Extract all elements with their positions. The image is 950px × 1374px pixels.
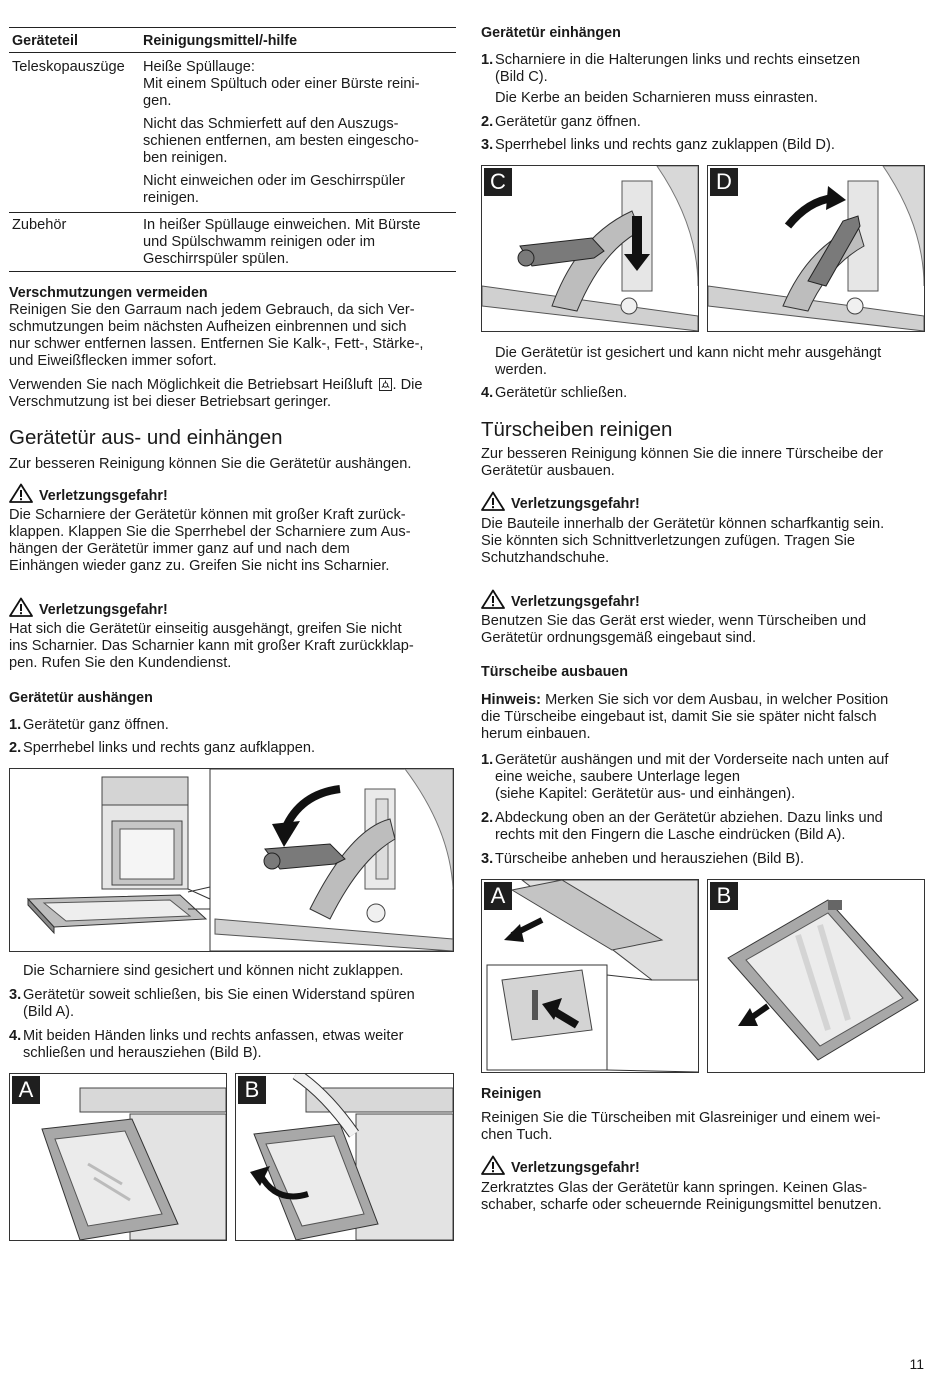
text-segment: Merken Sie sich vor dem Ausbau, in welcher Position	[541, 692, 889, 708]
table-header-part: Geräteteil	[12, 33, 78, 49]
figure-label: D	[710, 168, 738, 196]
step-text	[495, 752, 915, 803]
hot-air-mode-icon	[379, 378, 392, 391]
text-line: Benutzen Sie das Gerät erst wieder, wenn Türscheiben und	[481, 613, 867, 629]
text-line: rechts mit den Fingern die Lasche eindrücken (Bild A).	[495, 827, 846, 843]
reinigen-paragraph	[481, 1110, 923, 1144]
text-line: Reinigen Sie die Türscheiben mit Glasreiniger und einem wei-	[481, 1110, 881, 1126]
warning-triangle-icon	[9, 483, 33, 503]
text-segment: . Die	[392, 377, 423, 393]
table-text: und Spülschwamm reinigen oder im	[143, 234, 375, 250]
warning-heading	[481, 491, 640, 513]
figure-b-door-remove	[235, 1073, 454, 1241]
step-number: 3.	[9, 987, 22, 1003]
list-item	[481, 137, 915, 154]
text-line: Die Scharniere der Gerätetür können mit großer Kraft zurück-	[9, 507, 406, 523]
section-intro	[481, 446, 923, 480]
warning-heading	[481, 1155, 640, 1177]
text-line: Sie könnten sich Schnittverletzungen zufügen. Tragen Sie	[481, 533, 856, 549]
step-number: 2.	[481, 810, 494, 826]
text-segment: Verwenden Sie nach Möglichkeit die Betriebsart Heißluft	[9, 377, 373, 393]
table-row	[9, 53, 456, 213]
warning-title: Verletzungsgefahr!	[511, 594, 640, 610]
figure-label: A	[484, 882, 512, 910]
step-number: 3.	[481, 851, 494, 867]
warning-heading	[9, 597, 168, 619]
table-text: reinigen.	[143, 190, 199, 206]
step-text: Türscheibe anheben und herausziehen (Bild B).	[495, 851, 805, 867]
table-cell-part: Zubehör	[12, 217, 67, 233]
warning-heading	[9, 483, 168, 505]
door-cover-illustration	[482, 880, 698, 1072]
table-cell-part: Teleskopauszüge	[12, 59, 125, 75]
warning-text	[9, 621, 456, 672]
step-number: 3.	[481, 137, 494, 153]
figure-label: C	[484, 168, 512, 196]
text-line: chen Tuch.	[481, 1127, 553, 1143]
figure-a-remove-cover	[481, 879, 699, 1073]
text-line: schaber, scharfe oder scheuernde Reinigungsmittel benutzen.	[481, 1197, 882, 1213]
figure-label: B	[238, 1076, 266, 1104]
hint-paragraph	[481, 692, 923, 743]
step-number: 2.	[481, 114, 494, 130]
note-door-secured	[495, 345, 925, 379]
table-text: In heißer Spüllauge einweichen. Mit Bürste	[143, 217, 421, 233]
text-line: schmutzungen beim nächsten Aufheizen einbrennen und sich	[9, 319, 407, 335]
text-line: (Bild A).	[23, 1004, 75, 1020]
step-text	[495, 810, 915, 844]
text-line: Mit beiden Händen links und rechts anfassen, etwas weiter	[23, 1028, 404, 1044]
text-line: Hat sich die Gerätetür einseitig ausgehängt, greifen Sie nicht	[9, 621, 402, 637]
table-text: Nicht das Schmierfett auf den Auszugs-	[143, 116, 399, 132]
heading-verschmutzungen: Verschmutzungen vermeiden	[9, 285, 208, 301]
list-item	[481, 851, 915, 868]
note-hinges-secured: Die Scharniere sind gesichert und können nicht zuklappen.	[23, 963, 404, 979]
warning-text	[481, 1180, 923, 1214]
warning-triangle-icon	[481, 491, 505, 511]
warning-triangle-icon	[481, 589, 505, 609]
warning-triangle-icon	[9, 597, 33, 617]
step-text: Sperrhebel links und rechts ganz aufklappen.	[23, 740, 316, 756]
text-line: eine weiche, saubere Unterlage legen	[495, 769, 741, 785]
list-item	[9, 987, 443, 1021]
text-line: Abdeckung oben an der Gerätetür abziehen. Dazu links und	[495, 810, 883, 826]
table-text: Mit einem Spültuch oder einer Bürste reini-	[143, 76, 420, 92]
text-line: pen. Rufen Sie den Kundendienst.	[9, 655, 232, 671]
warning-heading	[481, 589, 640, 611]
heading-ausbauen: Türscheibe ausbauen	[481, 664, 628, 680]
text-line: Gerätetür aushängen und mit der Vorderseite nach unten auf	[495, 752, 889, 768]
text-line: (siehe Kapitel: Gerätetür aus- und einhängen).	[495, 786, 796, 802]
text-line: Die Bauteile innerhalb der Gerätetür können scharfkantig sein.	[481, 516, 885, 532]
table-text: Heiße Spüllauge:	[143, 59, 255, 75]
step-text	[23, 987, 443, 1021]
text-line: nur schwer entfernen lassen. Entfernen Sie Kalk-, Fett-, Stärke-,	[9, 336, 424, 352]
step-number: 1.	[9, 717, 22, 733]
hinge-illustration	[210, 769, 453, 951]
hint-label: Hinweis:	[481, 692, 542, 708]
text-line: Verschmutzung ist bei dieser Betriebsart geringer.	[9, 394, 332, 410]
text-line: Die Gerätetür ist gesichert und kann nicht mehr ausgehängt	[495, 345, 882, 361]
text-line: Schutzhandschuhe.	[481, 550, 610, 566]
step-number: 1.	[481, 752, 494, 768]
warning-title: Verletzungsgefahr!	[39, 602, 168, 618]
text-line: Einhängen wieder ganz zu. Greifen Sie nicht ins Scharnier.	[9, 558, 390, 574]
warning-triangle-icon	[481, 1155, 505, 1175]
warning-title: Verletzungsgefahr!	[511, 1160, 640, 1176]
text-line: Zur besseren Reinigung können Sie die innere Türscheibe der	[481, 446, 884, 462]
step-text: Gerätetür ganz öffnen.	[495, 114, 641, 130]
figure-a-door-close	[9, 1073, 227, 1241]
table-header-cleaner: Reinigungsmittel/-hilfe	[143, 33, 298, 49]
text-line: und Eiweißflecken immer sofort.	[9, 353, 217, 369]
step-text	[495, 52, 915, 86]
warning-title: Verletzungsgefahr!	[39, 488, 168, 504]
cleaning-table	[9, 27, 456, 272]
oven-door-removal-illustration	[236, 1074, 453, 1240]
list-item	[9, 1028, 443, 1062]
step-note: Die Kerbe an beiden Scharnieren muss einrasten.	[495, 90, 818, 106]
figure-d-close-lever	[707, 165, 925, 332]
list-item	[481, 385, 915, 402]
text-line: werden.	[495, 362, 547, 378]
heading-einhaengen: Gerätetür einhängen	[481, 25, 621, 41]
step-text	[23, 1028, 443, 1062]
table-text: Geschirrspüler spülen.	[143, 251, 290, 267]
step-number: 1.	[481, 52, 494, 68]
table-header	[9, 27, 456, 53]
text-line: (Bild C).	[495, 69, 548, 85]
table-text: gen.	[143, 93, 172, 109]
warning-text	[9, 507, 456, 575]
section-title-geraetetuer: Gerätetür aus- und einhängen	[9, 426, 283, 449]
text-line: hängen der Gerätetür immer ganz auf und nach dem	[9, 541, 350, 557]
table-row	[9, 213, 456, 272]
figure-door-unhinge	[9, 768, 454, 952]
warning-title: Verletzungsgefahr!	[511, 496, 640, 512]
figure-c-insert-hinge	[481, 165, 699, 332]
list-item	[481, 810, 915, 844]
list-item	[481, 752, 915, 803]
text-line: Gerätetür ordnungsgemäß eingebaut sind.	[481, 630, 757, 646]
text-line: schließen und herausziehen (Bild B).	[23, 1045, 262, 1061]
warning-text	[481, 613, 923, 647]
section-title-tuerscheiben: Türscheiben reinigen	[481, 418, 673, 441]
list-item	[481, 52, 915, 86]
step-number: 4.	[481, 385, 494, 401]
text-line: Gerätetür soweit schließen, bis Sie einen Widerstand spüren	[23, 987, 415, 1003]
step-number: 2.	[9, 740, 22, 756]
paragraph-verschmutzungen	[9, 302, 456, 370]
list-item	[9, 717, 443, 734]
text-line: herum einbauen.	[481, 726, 591, 742]
heading-reinigen: Reinigen	[481, 1086, 542, 1102]
figure-label: A	[12, 1076, 40, 1104]
figure-label: B	[710, 882, 738, 910]
step-text: Sperrhebel links und rechts ganz zuklappen (Bild D).	[495, 137, 835, 153]
table-text: Nicht einweichen oder im Geschirrspüler	[143, 173, 405, 189]
page-number: 11	[909, 1356, 924, 1372]
text-line: Zerkratztes Glas der Gerätetür kann springen. Keinen Glas-	[481, 1180, 868, 1196]
table-text: schienen entfernen, am besten eingescho-	[143, 133, 419, 149]
table-text: ben reinigen.	[143, 150, 228, 166]
text-line: Gerätetür ausbauen.	[481, 463, 615, 479]
text-line: ins Scharnier. Das Scharnier kann mit großer Kraft zurückklap-	[9, 638, 414, 654]
paragraph-heissluft	[9, 377, 456, 411]
list-item	[9, 740, 443, 757]
heading-aushaengen: Gerätetür aushängen	[9, 690, 153, 706]
table-cell-cleaner	[143, 59, 453, 207]
oven-door-illustration	[10, 1074, 226, 1240]
door-pane-illustration	[708, 880, 924, 1072]
text-line: Scharniere in die Halterungen links und rechts einsetzen	[495, 52, 861, 68]
text-line: klappen. Klappen Sie die Sperrhebel der Scharniere zum Aus-	[9, 524, 411, 540]
oven-hinge-illustration	[10, 769, 453, 951]
hinge-insert-illustration	[482, 166, 698, 331]
oven-illustration	[28, 777, 210, 933]
table-cell-cleaner	[143, 217, 453, 268]
text-line: die Türscheibe eingebaut ist, damit Sie sie später nicht falsch	[481, 709, 877, 725]
list-item	[481, 114, 915, 131]
figure-b-remove-pane	[707, 879, 925, 1073]
hinge-lever-illustration	[708, 166, 924, 331]
warning-text	[481, 516, 923, 567]
step-text: Gerätetür schließen.	[495, 385, 628, 401]
text-line: Reinigen Sie den Garraum nach jedem Gebrauch, da sich Ver-	[9, 302, 415, 318]
section-intro: Zur besseren Reinigung können Sie die Gerätetür aushängen.	[9, 456, 412, 472]
step-text: Gerätetür ganz öffnen.	[23, 717, 169, 733]
step-number: 4.	[9, 1028, 22, 1044]
